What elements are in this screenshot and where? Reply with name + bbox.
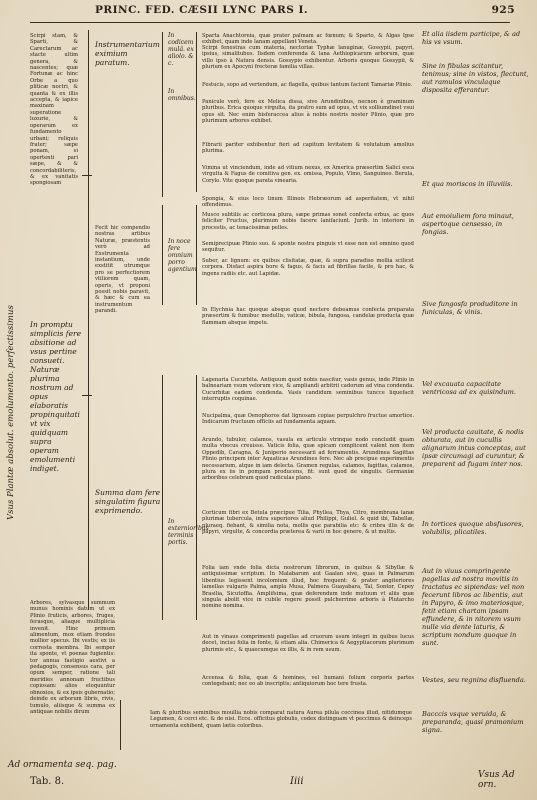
inner-brace-3	[196, 375, 197, 620]
left-block-1: Scirpi stam, & Sparti, & Carectarum ac stacte ultim genera, & nascentes; quæ Fortunæ ac hinc Orbe a quo pliticæ noctri, & quanta & ex illis accepta, & iapice maxinam superatione luxurie, & operarum ex fundamento urbani; reliquis frater; sæpe ponam, si opertenti pari sæpe, & & concordabiliteris, & ex vanitatis spongiosam	[30, 33, 78, 187]
inner-brace-1	[196, 32, 197, 192]
paragraph: Semiprecipuæ Plinio suo. & sponte nostra pinguis vt esse non est omnino quod sequitur.	[202, 241, 414, 254]
margin-note: Vel producta cauitate, & nodis obturata, aut in cucullis alignarum intus conceptas, aut ipsæ circumagi ad curuntur, & preparent ad fugam inter nos.	[422, 428, 526, 468]
margin-note: Sive fungosfa produditore in funiculas, & vinis.	[422, 300, 518, 316]
paragraph: Arundo, tubulor, calamos, vasula ex articulo vtrinque nodo concludit quam multa vbecus creuisse. Vaticis folia, quæ spicam complicent valent non item Oppedib, Caragna, & Juniperio necessarii ad ferramentis. Arundinea Sagittas Plinio principem inter Aquaticas Arundines fere. Nec ab precipue experimentis necessarium, atque in iam delecta. Gramen regulas, calamos, fagittas, calamos, plura ex iis in pompam producens, fit: sunt quod de singulis. Germaniæ arboribus celebram quod radiculas plano.	[202, 437, 414, 482]
signature-mark: Iiii	[290, 776, 304, 787]
final-paragraph: Iam & pluribus seminibus moullia nobis comparat natura Aurea pilula coccinea illud, nitidumque Legumen, & cerci etc. & de nisi. Ecce. officitus globulis, codex distinguam vt peccimus & deinceps ornamenta exhibent, quam lætis coloribus.	[150, 710, 412, 729]
footer-right-note: Vsus Ad orn.	[478, 770, 515, 790]
paragraph: Folia iam vnde folia dicta nostrorum librorum, in quibus & Sibyllæ & antiquissimæ scriptum. In Malabarum aut Gaalan sive, quas in Palmarum libentius legissent incolomium illud, hoc frequent: & prater angiteriores lamellas vulgaris Palma, ampla Musa, Palmera Guayabara, Tal, Sontor, Cepey Brasilia, Sicutoffia. Amplifsima, quæ deferendum inde mutuum vt aliis quæ singula abolit vice in cubile regere possit pulcherrime arboris à Plutarcho nomine nomina.	[202, 565, 414, 610]
running-header	[95, 2, 515, 20]
paragraph: In Elychnia hac quoque absque quod nectere debeamus confecta preparata præsertim & fumibuc medullis, vaticæ, bibula, fungosa, candelæ producta quæ flammam absque impetu.	[202, 307, 414, 326]
main-brace	[88, 30, 89, 610]
paragraph: Panicule verò, fere ex Melica dissa, sive Arundinibus, necnon è graminum pluribus. Erica quoque virgulta, ita pratro sum ad opus, vt vix solliumdinet vsui opus sit. Nec enim bisferaccea alius à nobis nostris noster Plinio, quæ pro plurimum arbores exhibet.	[202, 99, 414, 125]
left-block-2: In promptu simplicis fere absitione ad vsus pertine consueti. Naturæ plurima nostrum ad opus elaboratis propinquitati vt vix quidquam supra operam emolumenti indiget.	[30, 320, 82, 473]
mid-label-middle: Fecit hic compendio nostras artibus Naturæ, præstentis verò ad Exstrumenta instantium, unde exstitit utrumque pro se perfectiorem vtiliorem quam, operis, vt proponi possit nobis paravit, & hæc & cum ea instrumentum parandi.	[95, 225, 150, 315]
paragraph: Sparta Anachtoreia, quæ prater palmam ac fœnum; & Sparto, & Algas Ipse exhibet, quam inde lanam appellant Veneta.	[202, 33, 414, 46]
paragraph: Musco subtilis ac corticosa plura, sæpe primas sonet confecta erbus, ac quos feliciter Fructus, plurimum nobis facere lanifaciunt. Jurib. in interiore in procestis, ac tenacissimæ pelles.	[202, 212, 414, 231]
sub-brace-1	[162, 32, 163, 197]
brace-tick	[82, 175, 92, 176]
sub-brace-3	[162, 375, 163, 620]
paragraph: Festucis, sopo ad vertendum, ac flagella, quibus tantum faciunt Tamariæ Plinio.	[202, 82, 413, 88]
bracket-label-mid: In noce fere omnium porro agentium	[168, 238, 197, 273]
paragraph: Nucipalma, quæ Oenophoros dat lignosam copiae perpulchro fructue amortice. Indicarum fructuum officiis ad fundamenta aquam.	[202, 413, 414, 426]
final-brace	[120, 700, 121, 750]
margin-note: Vel excauata capacitate ventricosa ad ex quisindum.	[422, 380, 516, 396]
footer-left-note: Ad ornamenta seq. pag.	[8, 760, 117, 770]
margin-note: Aut in viuus compringente pagellas ad nostra movitis in tractatus ec sipiendas: vel non fecerunt libros ac libentis, aut in Papyro, & imo materiosque, fetit etiam chartam ipsam effundere, & in nitorem vsum nulle via dente laturis, & scriptum nondum quoque in sunt.	[422, 567, 525, 647]
paragraph: Fibrarii pariter exhibentur fieri ad capitum levitatem & volutatum amolius plurima.	[202, 142, 414, 155]
header-rule	[30, 22, 510, 23]
sub-brace-2	[162, 205, 163, 305]
vertical-margin-title: Vsus Plantæ absolut. emolumento. perfectissimus	[6, 305, 16, 520]
paragraph: Corticum fibri ex Betula præcipue Tilia, Phyllea, Thya, Citro, membrana lanæ plurimæ tubercula, intra superiores aliud Philippi, Guliel. & quid ibi, Tabellæ, pluraeq. fiebant, & similia nota, mollis que parabilia etc: & cribra illis & de papyri, virgulte, & concordia præterea & varii in hoc genere, & ut multis.	[202, 510, 414, 536]
left-block-3: Arbores, sylvasque summum munus hominis datum ut ex Plinio fruticis, arbores, fruges, ferasque, aliaque multiplicia invenit. Hinc primum alimentum, mox etiam frondes mollior specus. Ibi vestis; ex iis corresta membra. Ibi semper ita sponte, vt poenas fugientis: tor annua fastigio aestivi a pedagogis, consensus cara, per opum semper, ratione tali meridies annonam fructibus copiosam: alios eloquuntur obnoxios, & ex ipsis gubernatio; deinde ex arborum libris, rivis, tumulo, aliisque & summa ex antiquae nobilis dirum	[30, 600, 115, 715]
bracket-label-top-b: In omnibus.	[168, 88, 196, 102]
mid-label-lower: Summa dam fere singulatim figura exprimendo.	[95, 488, 161, 515]
running-title: PRINC. FED. CÆSII LYNC PARS I.	[95, 4, 309, 16]
page-number: 925	[491, 4, 515, 16]
paragraph: Vimina ut vinciendum, inde ad vitium nexus, ex America præsertim Salici esca virgulta & Fagus de comitiva gen. ex. omissa, Populo, Vlmo, Sanguineo. Berula, Corylo. Vite quoque parata vinearia.	[202, 165, 414, 184]
paragraph: Suber, ac lignum: ex quibus clisitatæ, quæ, & supra paradiso mollia scilicet corpora. Disfaci aspira bore & fagus, & facis ad fibrillas facile, & pro hac, & ingens radiis etc. aut Lapidæ.	[202, 258, 414, 277]
paragraph: Lagenaria Cucurbita. Antiquum quod nobis nascitur, vasis genus, inde Plinio in balneariam vsum velorum vice, & ampliandi arbitrii cadorum ad vina condenda. Cucurbitæ eadem condenda. Vasis candidum seminibus tuncce liquefacit interruptis coquinae.	[202, 377, 414, 403]
margin-note: Sine in fibulas scitantur, tenimus; sine in vistos, flectunt, aut ramulos vinculaque disposita efferantur.	[422, 62, 529, 94]
margin-note: Bacccis vsque veruida, & preparanda, quasi pramonium signa.	[422, 710, 524, 734]
brace-tick	[82, 395, 92, 396]
bracket-label-low: In externioribus terminis portis.	[168, 518, 209, 546]
margin-note: Et alia iisdem participe, & ad his vs vsum.	[422, 30, 521, 46]
paragraph: Scirpi fenestras cum materia, nectoriæ Typhæ lanuginæ, Gossypii, papyri, ipsius, simalitubus. Iisdem conferenda & lana Aethiopicarum arborum, quæ villo ipso à Natura densis. Gossypio exhibentur. Arboris quoque Gossypii, & plurium ex Apocyni frecteræ familia villas.	[202, 45, 414, 71]
margin-note: Et qua moriscos in illuviiis.	[422, 180, 513, 188]
mid-label-top: Instrumentarium eximium paratum.	[95, 40, 160, 67]
paragraph: Spongia, & eius loco linum Illinois Hebræorum ad asperitatem, vt nihil offendimus.	[202, 196, 414, 209]
margin-note: Aut emoiuliem fora minaut, aspertoque censesso, in fongias.	[422, 212, 514, 236]
paragraph: Aut in vinaus comprimenti pagellas ad cruorum usum integri in quibus lucus decet, inciso folia in fonte, & etiam alia. Chimerica & Aegyptiacorum plurimum plurimis etc., & quaecumque ex illis, & in rem usum.	[202, 634, 414, 653]
bracket-label-top-a: In codicem mulâ. ex aliolo. & c.	[168, 32, 194, 67]
margin-note: In tortices quoque absfusores, volubilis, plicatiles.	[422, 520, 524, 536]
tab-label: Tab. 8.	[30, 776, 65, 787]
inner-brace-2	[196, 205, 197, 305]
paragraph: Accensa & folia, quæ & homines, vel humani folium corporis partes contegebant; nec eo ab inscriptis; antiquiorum hoc tere frusta.	[202, 675, 414, 688]
margin-note: Vestes, seu regnina disfluenda.	[422, 676, 526, 684]
